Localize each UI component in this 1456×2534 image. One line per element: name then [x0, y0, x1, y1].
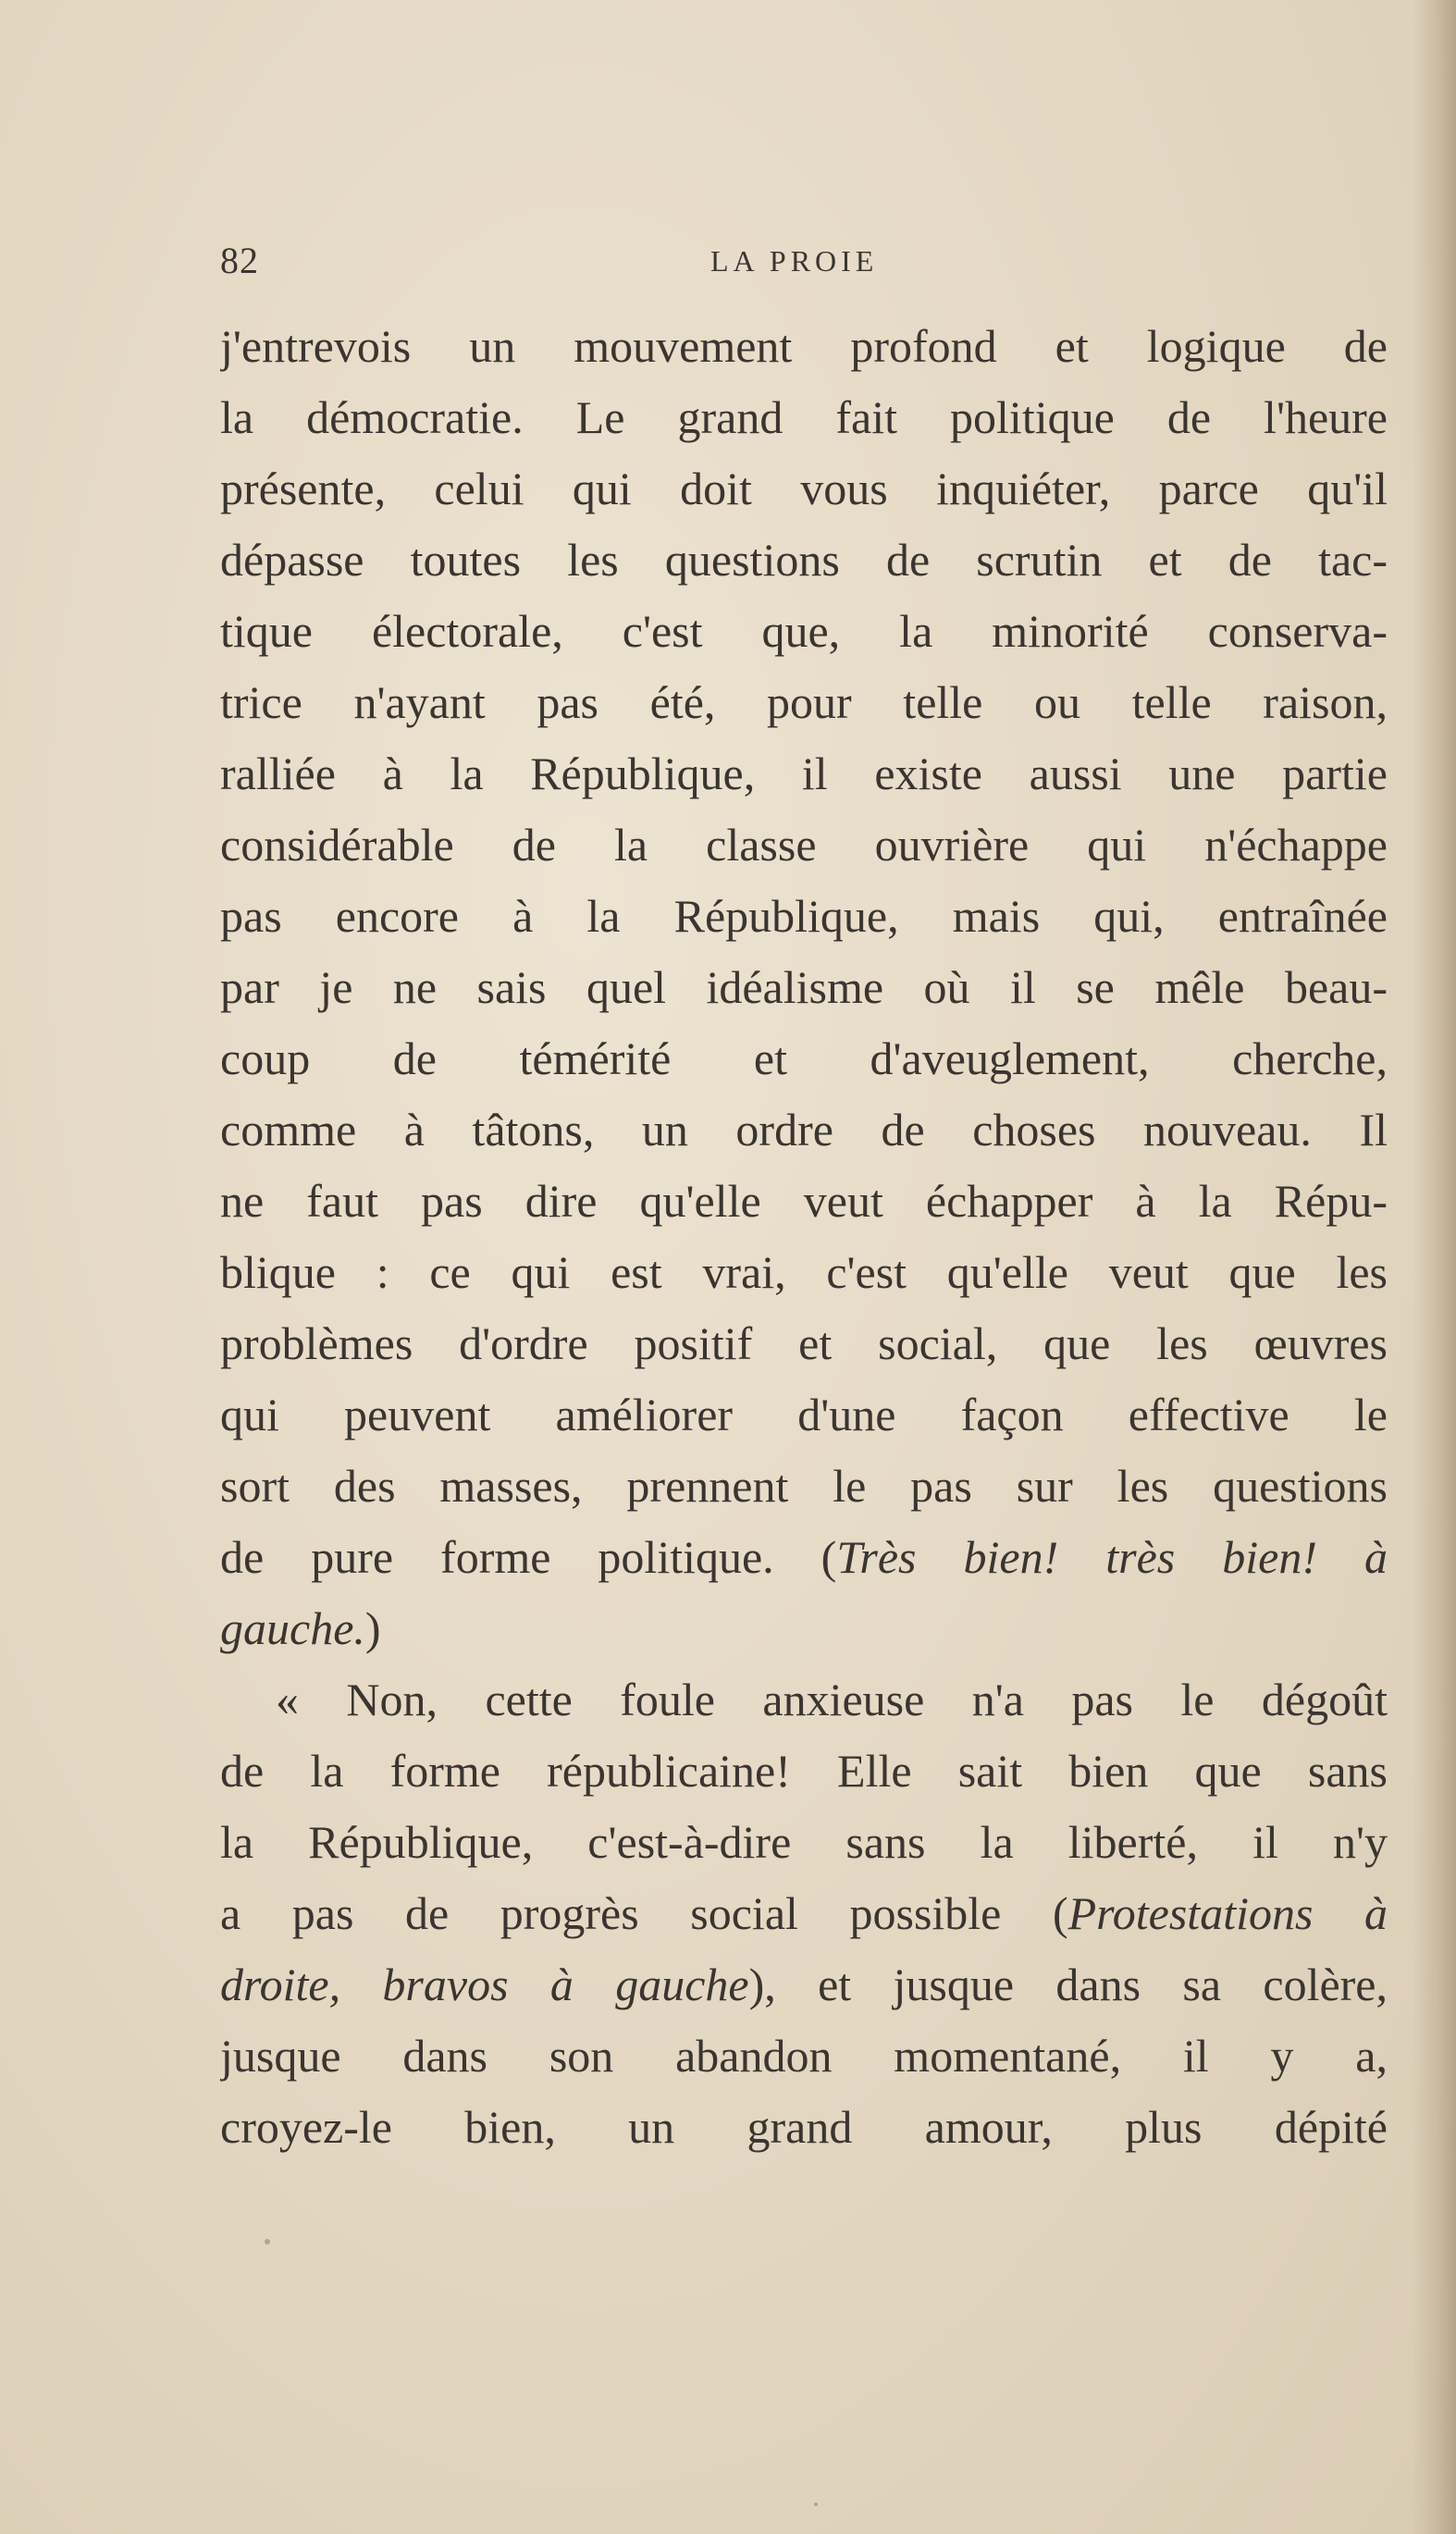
text-line: présente, celui qui doit vous inquiéter, parce qu'il — [220, 463, 1388, 514]
text-line: blique : ce qui est vrai, c'est qu'elle veut que les — [220, 1246, 1388, 1298]
text-line: j'entrevois un mouvement profond et logique de — [220, 320, 1388, 372]
text-line: droite, bravos à gauche), et jusque dans sa colère, — [220, 1959, 1388, 2010]
stage-direction: droite, bravos à gauche — [220, 1959, 749, 2010]
text-line: la démocratie. Le grand fait politique de l'heure — [220, 391, 1388, 443]
page-header — [220, 239, 1388, 285]
text-line: trice n'ayant pas été, pour telle ou telle raison, — [220, 676, 1388, 728]
text-line: dépasse toutes les questions de scrutin et de tac- — [220, 534, 1388, 586]
text-line: sort des masses, prennent le pas sur les questions — [220, 1460, 1388, 1512]
text-line: considérable de la classe ouvrière qui n'échappe — [220, 819, 1388, 871]
text-line: a pas de progrès social possible (Protestations à — [220, 1887, 1388, 1939]
paper-speck — [814, 2503, 818, 2506]
text-line: de la forme républicaine! Elle sait bien que sans — [220, 1745, 1388, 1797]
text-line: tique électorale, c'est que, la minorité conserva- — [220, 605, 1388, 657]
text-line: jusque dans son abandon momentané, il y a, — [220, 2030, 1388, 2082]
page-number: 82 — [220, 240, 259, 281]
text-line: qui peuvent améliorer d'une façon effective le — [220, 1389, 1388, 1440]
stage-direction: gauche. — [220, 1602, 365, 1654]
running-title: LA PROIE — [710, 244, 879, 278]
text-line: coup de témérité et d'aveuglement, cherche, — [220, 1032, 1388, 1084]
text-line: « Non, cette foule anxieuse n'a pas le dégoût — [276, 1674, 1388, 1725]
text-line: problèmes d'ordre positif et social, que les œuvres — [220, 1317, 1388, 1369]
stage-direction: Très bien! très bien! à — [836, 1531, 1388, 1583]
text-line: ne faut pas dire qu'elle veut échapper à la Répu- — [220, 1175, 1388, 1227]
stage-direction: Protestations à — [1067, 1887, 1388, 1939]
text-line: pas encore à la République, mais qui, entraînée — [220, 890, 1388, 942]
text-line: la République, c'est-à-dire sans la liberté, il n'y — [220, 1816, 1388, 1868]
text-line: par je ne sais quel idéalisme où il se mêle beau- — [220, 961, 1388, 1013]
text-line: de pure forme politique. (Très bien! très bien! à — [220, 1531, 1388, 1583]
text-line: comme à tâtons, un ordre de choses nouveau. Il — [220, 1104, 1388, 1156]
paper-speck — [265, 2239, 270, 2244]
text-line: croyez-le bien, un grand amour, plus dépité — [220, 2101, 1388, 2153]
body-text — [220, 311, 1388, 2163]
page-edge-shadow — [1412, 0, 1456, 2534]
text-line: ralliée à la République, il existe aussi une partie — [220, 748, 1388, 799]
text-line: gauche.) — [220, 1602, 381, 1654]
